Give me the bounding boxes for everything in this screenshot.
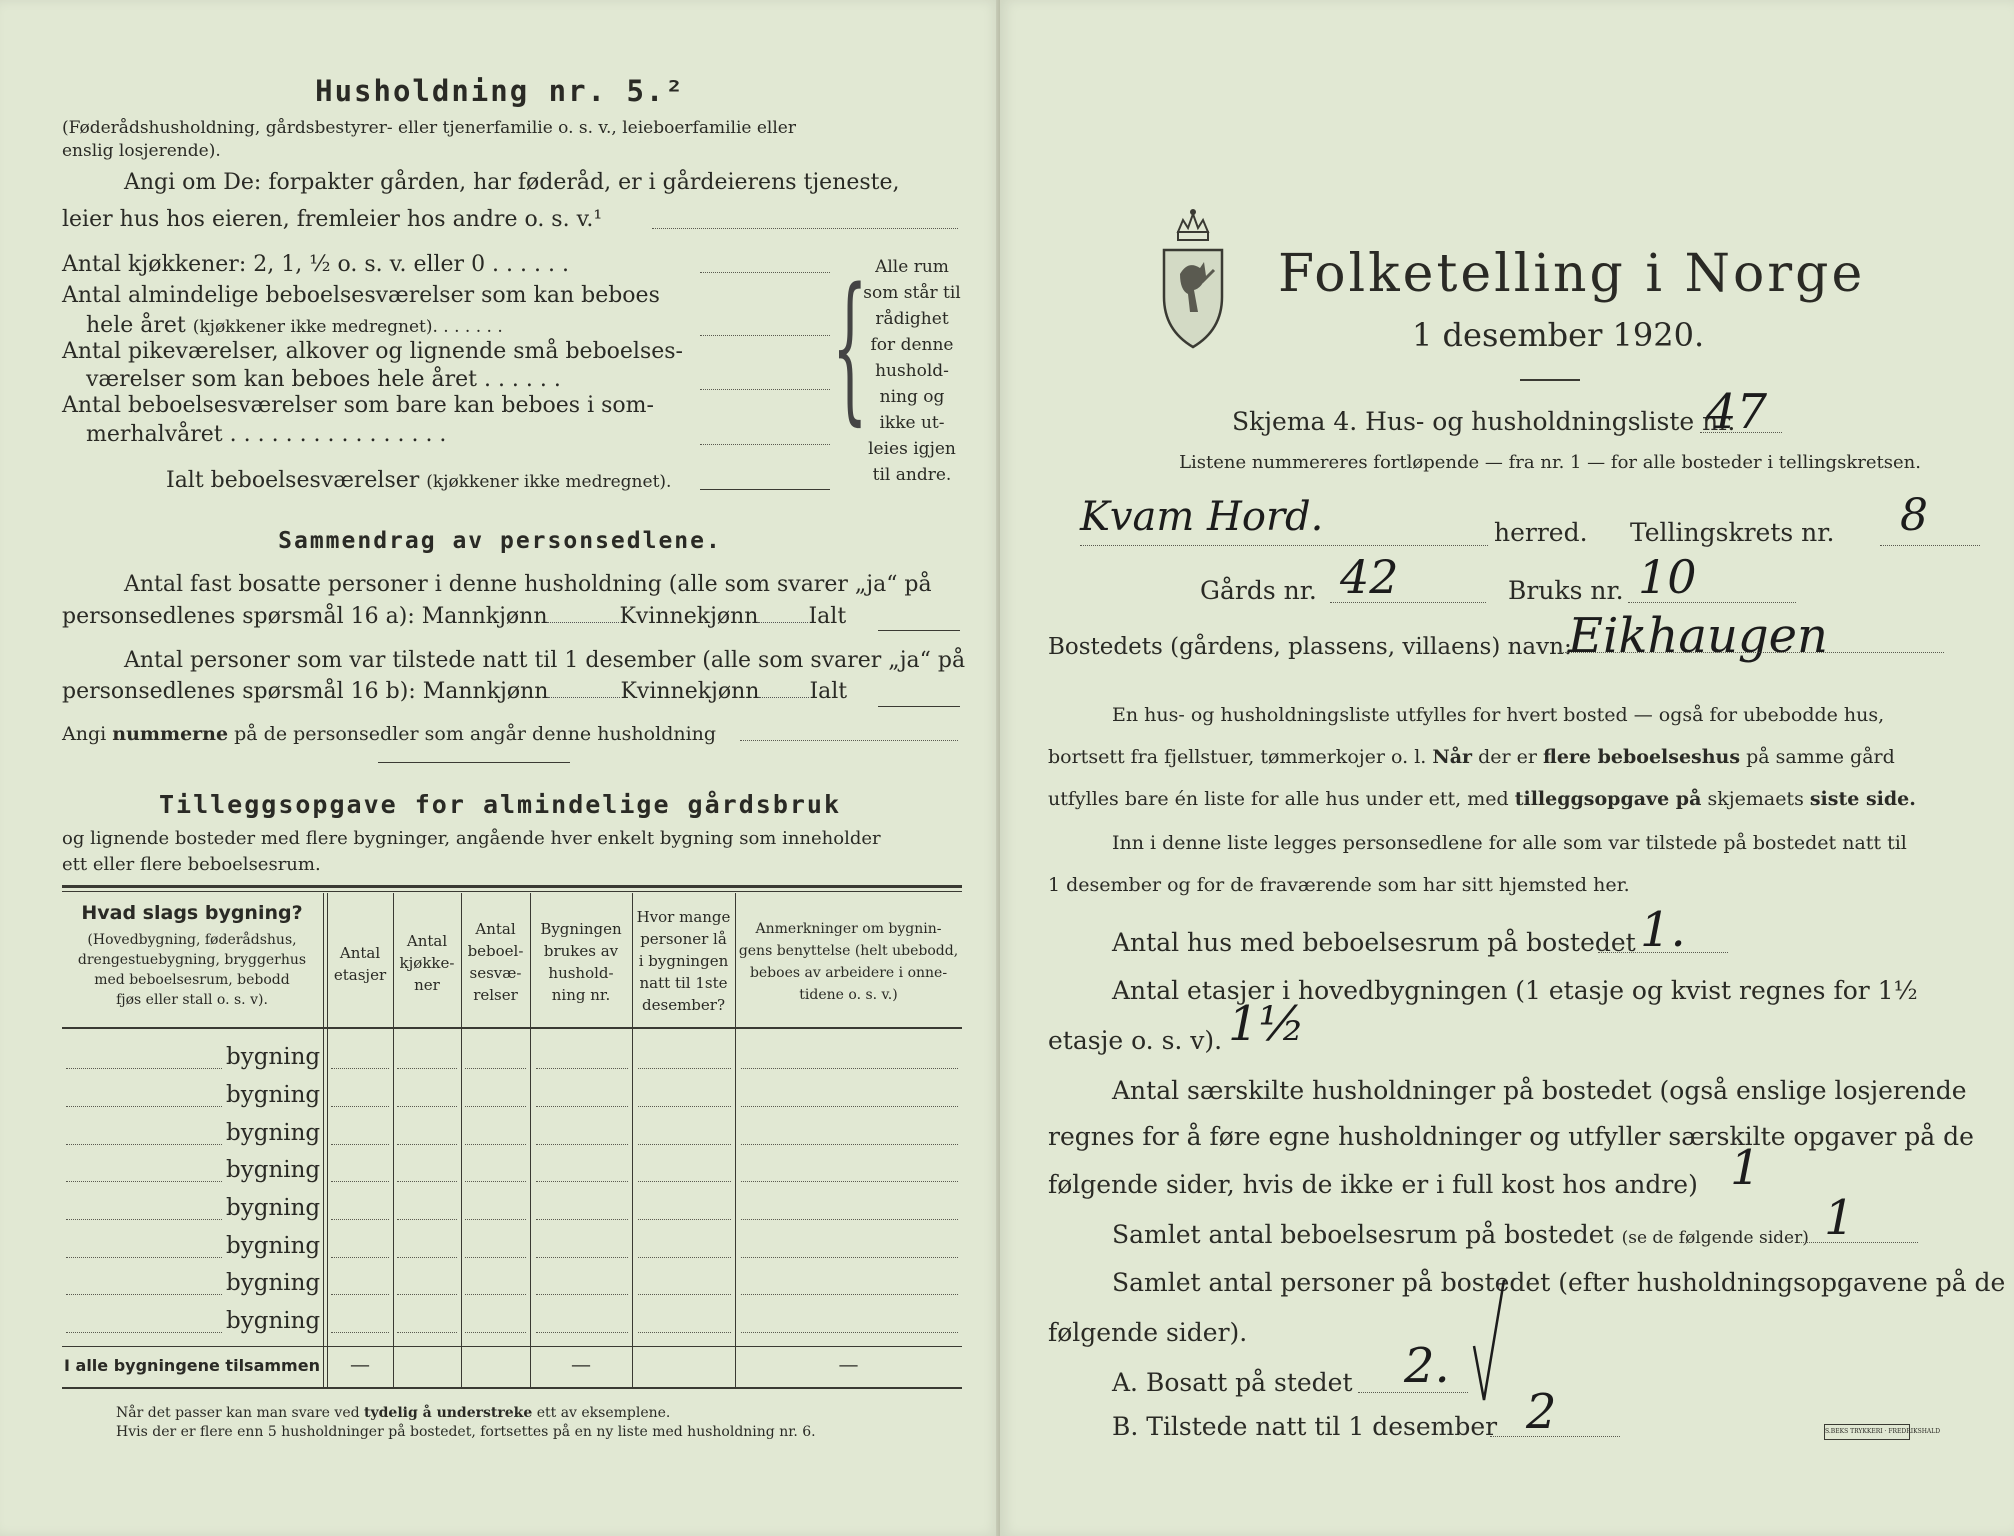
houses-line <box>1598 952 1728 953</box>
building-row-label: bygning <box>226 1233 321 1259</box>
tellingskrets-value[interactable]: 8 <box>1900 490 1928 541</box>
table-cell-line[interactable] <box>536 1257 628 1258</box>
household-title: Husholdning nr. 5.² <box>315 74 685 108</box>
floors-value[interactable]: 1½ <box>1228 996 1306 1052</box>
table-cell-line[interactable] <box>465 1068 526 1069</box>
floors-line1: Antal etasjer i hovedbygningen (1 etasje og kvist regnes for 1½ <box>1112 976 1918 1005</box>
rooms-total-value[interactable]: 1 <box>1824 1190 1855 1246</box>
table-cell-line[interactable] <box>465 1219 526 1220</box>
brace-note: Alle rum som står til rådighet for denne hushold- ning og ikke ut- leies igjen til andre. <box>863 257 961 485</box>
table-cell-line[interactable] <box>741 1219 958 1220</box>
houses-label: Antal hus med beboelsesrum på bostedet <box>1112 928 1636 957</box>
table-cell-line[interactable] <box>331 1332 389 1333</box>
summary-b-line2: personsedlenes spørsmål 16 b): Mannkjønn Kvinnekjønn Ialt <box>62 679 848 704</box>
angi-line1: Angi om De: forpakter gården, har føderåd, er i gårdeierens tjeneste, <box>124 170 900 195</box>
table-cell-line[interactable] <box>397 1219 457 1220</box>
maid-rooms-line2: værelser som kan beboes hele året . . . . . . <box>86 367 561 392</box>
supplement-title: Tilleggsopgave for almindelige gårdsbruk <box>158 790 842 819</box>
summary-a-ialt-line[interactable] <box>878 630 960 631</box>
gards-line <box>1330 602 1486 603</box>
building-row-label: bygning <box>226 1308 321 1334</box>
houses-value[interactable]: 1. <box>1640 902 1686 958</box>
table-cell-line[interactable] <box>741 1181 958 1182</box>
printer-mark: S.BEKS TRYKKERI · FREDRIKSHALD <box>1824 1424 1910 1440</box>
table-cell-line[interactable] <box>331 1106 389 1107</box>
building-row-label: bygning <box>226 1270 321 1296</box>
col-header-household-no: Bygningen brukes av hushold- ning nr. <box>540 920 622 1004</box>
table-cell-line[interactable] <box>397 1181 457 1182</box>
table-cell-line[interactable] <box>536 1106 628 1107</box>
table-cell-line[interactable] <box>465 1294 526 1295</box>
supplement-line2: ett eller flere beboelsesrum. <box>62 854 321 875</box>
maid-rooms-line1: Antal pikeværelser, alkover og lignende små beboelses- <box>62 339 683 364</box>
table-cell-line[interactable] <box>331 1144 389 1145</box>
table-cell-line[interactable] <box>397 1294 457 1295</box>
total-row-remarks: — <box>838 1352 859 1376</box>
summary-divider <box>378 762 570 763</box>
total-rooms-label: Ialt beboelsesværelser (kjøkkener ikke medregnet). <box>166 468 672 493</box>
col-header-remarks: Anmerkninger om bygnin- gens benyttelse (helt ubebodd, beboes av arbeidere i onne- tidene o. s. v.) <box>738 921 959 1003</box>
table-cell-line[interactable] <box>536 1068 628 1069</box>
footnote-line1: Når det passer kan man svare ved tydelig å understreke ett av eksemplene. <box>116 1405 671 1421</box>
summary-b-line1: Antal personer som var tilstede natt til 1 desember (alle som svarer „ja“ på <box>124 648 966 673</box>
tellingskrets-label: Tellingskrets nr. <box>1630 518 1835 547</box>
resident-line <box>1358 1392 1468 1393</box>
gards-label: Gårds nr. <box>1200 576 1317 605</box>
building-row-label: bygning <box>226 1120 321 1146</box>
herred-value[interactable]: Kvam Hord. <box>1080 494 1324 540</box>
maid-rooms-answer-line[interactable] <box>700 389 830 390</box>
col-header-kitchens: Antal kjøkke- ner <box>399 932 455 994</box>
herred-label: herred. <box>1494 518 1588 547</box>
footnote-line2: Hvis der er flere enn 5 husholdninger på bostedet, fortsettes på en ny liste med husholdning nr. 6. <box>116 1424 816 1440</box>
kitchens-answer-line[interactable] <box>700 272 830 273</box>
summary-a-line1: Antal fast bosatte personer i denne husholdning (alle som svarer „ja“ på <box>124 572 932 597</box>
table-cell-line[interactable] <box>465 1257 526 1258</box>
table-cell-line[interactable] <box>465 1144 526 1145</box>
rooms-total-label: Samlet antal beboelsesrum på bostedet (se de følgende sider) <box>1112 1220 1809 1249</box>
table-cell-line[interactable] <box>536 1332 628 1333</box>
summary-a-line2: personsedlenes spørsmål 16 a): Mannkjønn Kvinnekjønn Ialt <box>62 604 847 629</box>
building-row-label: bygning <box>226 1044 321 1070</box>
table-cell-line[interactable] <box>331 1294 389 1295</box>
rooms-total-line <box>1798 1242 1918 1243</box>
angi-numbers-label: Angi nummerne på de personsedler som angår denne husholdning <box>62 723 717 745</box>
households-line1: Antal særskilte husholdninger på bostedet (også enslige losjerende <box>1112 1076 1967 1105</box>
gards-value[interactable]: 42 <box>1340 550 1399 604</box>
schema-label: Skjema 4. Hus- og husholdningsliste nr. <box>1232 407 1736 436</box>
bosted-line <box>1560 652 1944 653</box>
bruks-line <box>1628 602 1796 603</box>
table-cell-line[interactable] <box>397 1257 457 1258</box>
rooms-line2: hele året (kjøkkener ikke medregnet). . . . . . . <box>86 313 503 338</box>
table-cell-line[interactable] <box>638 1294 731 1295</box>
total-row-floors: — <box>350 1352 370 1376</box>
bruks-value[interactable]: 10 <box>1638 550 1697 604</box>
summary-title: Sammendrag av personsedlene. <box>278 528 722 554</box>
bosted-label: Bostedets (gårdens, plassens, villaens) navn: <box>1048 634 1572 660</box>
table-cell-line[interactable] <box>638 1181 731 1182</box>
resident-value[interactable]: 2. <box>1404 1338 1450 1394</box>
table-cell-line[interactable] <box>638 1068 731 1069</box>
bosted-value[interactable]: Eikhaugen <box>1568 608 1828 664</box>
table-cell-line[interactable] <box>638 1257 731 1258</box>
tellingskrets-line <box>1880 545 1980 546</box>
angi-line2: leier hus hos eieren, fremleier hos andre o. s. v.¹ <box>62 207 603 232</box>
rooms-answer-line[interactable] <box>700 335 830 336</box>
building-row-label: bygning <box>226 1195 321 1221</box>
rooms-line1: Antal almindelige beboelsesværelser som kan beboes <box>62 283 660 308</box>
col-header-building-type: Hvad slags bygning? <box>81 902 303 924</box>
table-cell-line[interactable] <box>465 1181 526 1182</box>
table-cell-line[interactable] <box>465 1332 526 1333</box>
table-cell-line[interactable] <box>331 1181 389 1182</box>
col-header-persons: Hvor mange personer lå i bygningen natt til 1ste desember? <box>636 908 731 1014</box>
left-page <box>0 0 1000 1536</box>
col-header-floors: Antal etasjer <box>333 944 387 984</box>
summary-b-ialt-line[interactable] <box>878 706 960 707</box>
summer-rooms-line1: Antal beboelsesværelser som bare kan beboes i som- <box>62 393 654 418</box>
household-subtitle-line1: (Føderådshusholdning, gårdsbestyrer- eller tjenerfamilie o. s. v., leieboerfamilie eller <box>62 118 796 138</box>
brace-glyph: { <box>832 253 868 440</box>
table-cell-line[interactable] <box>638 1106 731 1107</box>
census-date: 1 desember 1920. <box>1412 316 1705 354</box>
table-cell-line[interactable] <box>536 1219 628 1220</box>
title-divider <box>1520 379 1580 381</box>
total-rooms-answer-line[interactable] <box>700 489 830 490</box>
lists-note: Listene nummereres fortløpende — fra nr. 1 — for alle bosteder i tellingskretsen. <box>1179 452 1921 473</box>
persons-line2: følgende sider). <box>1048 1318 1248 1347</box>
table-cell-line[interactable] <box>536 1144 628 1145</box>
table-cell-line[interactable] <box>741 1257 958 1258</box>
total-row-label: I alle bygningene tilsammen <box>64 1356 320 1375</box>
table-cell-line[interactable] <box>741 1294 958 1295</box>
table-cell-line[interactable] <box>741 1068 958 1069</box>
intro-line1: En hus- og husholdningsliste utfylles for hvert bosted — også for ubebodde hus, <box>1112 704 1885 726</box>
intro-line2: bortsett fra fjellstuer, tømmerkojer o. l. Når der er flere beboelseshus på samme gård <box>1048 746 1895 768</box>
bruks-label: Bruks nr. <box>1508 576 1624 605</box>
persons-line1: Samlet antal personer på bostedet (efter husholdningsopgavene på de <box>1112 1268 2006 1297</box>
table-cell-line[interactable] <box>397 1106 457 1107</box>
table-cell-line[interactable] <box>331 1068 389 1069</box>
table-cell-line[interactable] <box>536 1181 628 1182</box>
checkmark-icon <box>1470 1276 1510 1406</box>
summer-rooms-line2: merhalvåret . . . . . . . . . . . . . . . . <box>86 422 447 447</box>
intro-line4: Inn i denne liste legges personsedlene for alle som var tilstede på bostedet natt til <box>1112 832 1907 854</box>
angi-answer-line[interactable] <box>652 228 958 229</box>
table-cell-line[interactable] <box>465 1106 526 1107</box>
table-cell-line[interactable] <box>397 1068 457 1069</box>
table-cell-line[interactable] <box>536 1294 628 1295</box>
col-header-rooms: Antal beboel- sesvæ- relser <box>467 920 524 1004</box>
supplement-line1: og lignende bosteder med flere bygninger, angående hver enkelt bygning som inneholder <box>62 828 881 849</box>
present-value[interactable]: 2 <box>1526 1384 1557 1440</box>
coat-of-arms-icon <box>1158 202 1228 352</box>
summer-rooms-answer-line[interactable] <box>700 444 830 445</box>
household-subtitle-line2: enslig losjerende). <box>62 141 221 161</box>
table-cell-line[interactable] <box>397 1144 457 1145</box>
total-row-household: — <box>571 1352 591 1376</box>
table-cell-line[interactable] <box>638 1332 731 1333</box>
angi-numbers-answer-line[interactable] <box>740 740 958 741</box>
table-cell-line[interactable] <box>638 1219 731 1220</box>
intro-line5: 1 desember og for de fraværende som har sitt hjemsted her. <box>1048 874 1630 896</box>
table-cell-line[interactable] <box>331 1257 389 1258</box>
table-cell-line[interactable] <box>397 1332 457 1333</box>
table-cell-line[interactable] <box>741 1106 958 1107</box>
households-line2: regnes for å føre egne husholdninger og utfyller særskilte opgaver på de <box>1048 1122 1974 1151</box>
resident-label: A. Bosatt på stedet <box>1112 1368 1353 1397</box>
intro-line3: utfylles bare én liste for alle hus under ett, med tilleggsopgave på skjemaets siste side. <box>1048 788 1916 810</box>
kitchens-label: Antal kjøkkener: 2, 1, ½ o. s. v. eller 0 . . . . . . <box>62 252 569 277</box>
col-header-building-type-sub: (Hovedbygning, føderådshus, drengestuebygning, bryggerhus med beboelsesrum, bebodd fjøs eller stall o. s. v). <box>77 932 307 1008</box>
building-row-label: bygning <box>226 1157 321 1183</box>
census-title: Folketelling i Norge <box>1278 244 1866 304</box>
schema-number-line <box>1700 432 1782 433</box>
households-line3: følgende sider, hvis de ikke er i full kost hos andre) <box>1048 1170 1698 1199</box>
schema-number[interactable]: 47 <box>1706 384 1768 440</box>
herred-line <box>1080 545 1488 546</box>
table-cell-line[interactable] <box>741 1144 958 1145</box>
table-cell-line[interactable] <box>638 1144 731 1145</box>
floors-line2: etasje o. s. v). <box>1048 1026 1223 1055</box>
right-page <box>1000 0 2014 1536</box>
households-value[interactable]: 1 <box>1730 1140 1761 1196</box>
table-cell-line[interactable] <box>331 1219 389 1220</box>
table-cell-line[interactable] <box>741 1332 958 1333</box>
building-row-label: bygning <box>226 1082 321 1108</box>
present-label: B. Tilstede natt til 1 desember <box>1112 1412 1498 1441</box>
present-line <box>1490 1436 1620 1437</box>
